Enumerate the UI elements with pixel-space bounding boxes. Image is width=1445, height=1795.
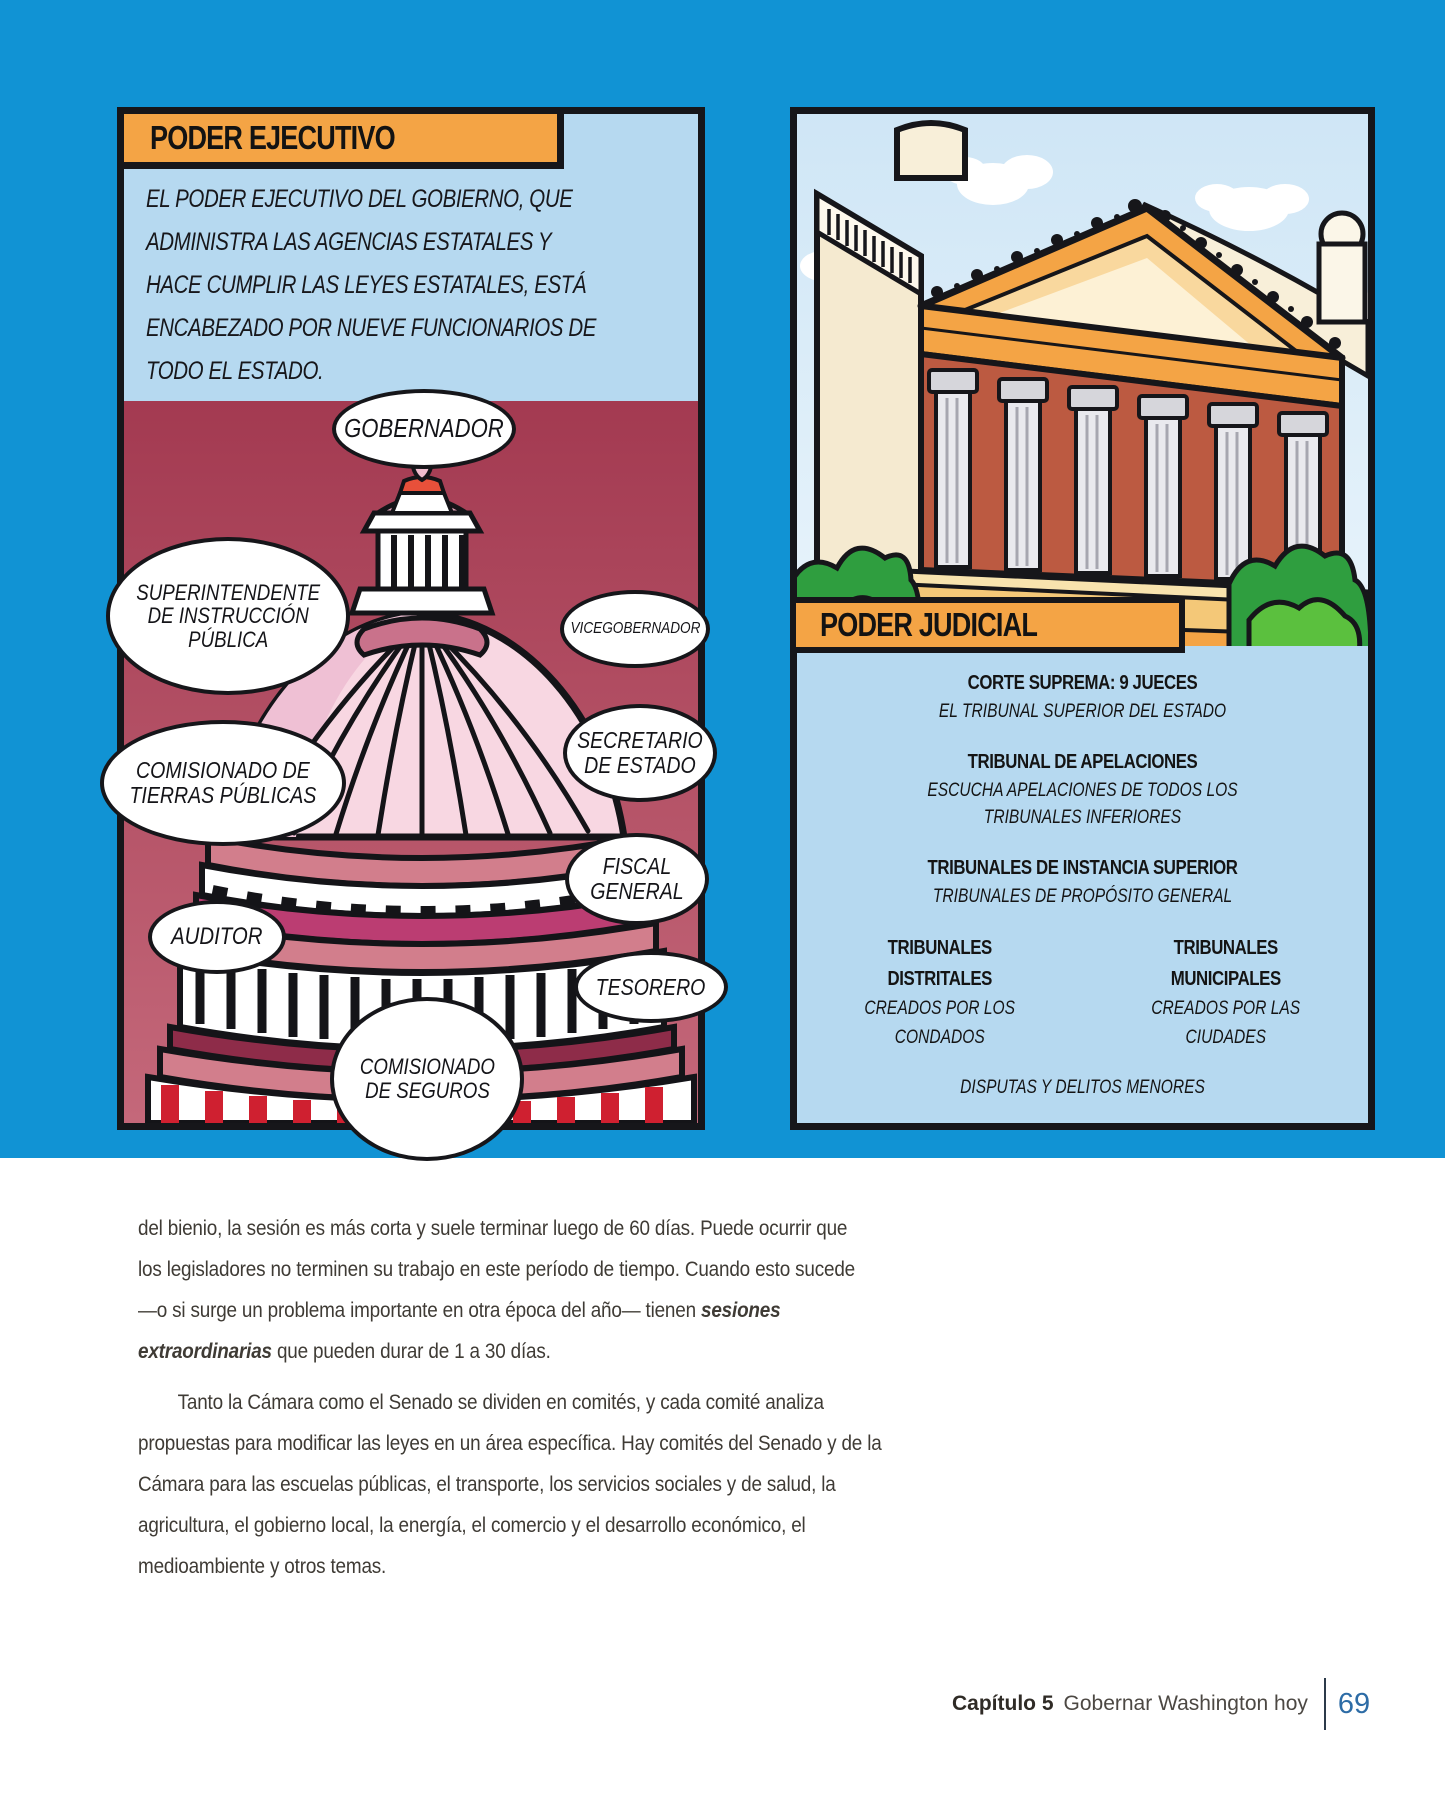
official-bubble-label: FISCAL GENERAL [590,853,684,904]
court-level-line: MUNICIPALES [1170,967,1281,990]
official-bubble-label: TESORERO [596,973,706,1000]
text-line: —o si surge un problema importante en otra época del año— tienen sesiones [138,1299,781,1322]
text-line: Cámara para las escuelas públicas, el transporte, los servicios sociales y de salud, la [138,1473,836,1496]
court-level-line: TRIBUNALES DE INSTANCIA SUPERIOR [927,856,1238,879]
chapter-label: Capítulo 5 [952,1692,1054,1715]
text-line: propuestas para modificar las leyes en un área específica. Hay comités del Senado y de la [138,1432,882,1455]
official-bubble-label: GOBERNADOR [344,413,504,444]
official-bubble-label: SECRETARIO DE ESTADO [577,727,703,778]
municipal-courts [1083,932,1369,1052]
court-level [797,1074,1368,1101]
court-level [797,668,1368,725]
court-level-line: DISTRITALES [887,967,992,990]
court-level-line: EL TRIBUNAL SUPERIOR DEL ESTADO [938,701,1227,722]
executive-intro-line: HACE CUMPLIR LAS LEYES ESTATALES, ESTÁ [146,271,587,299]
court-level-line: TRIBUNALES INFERIORES [983,807,1182,828]
court-level-line: TRIBUNALES DE PROPÓSITO GENERAL [932,886,1233,907]
official-bubble-comisionado-seguros [330,997,524,1161]
official-bubble-label: SUPERINTENDENTE DE INSTRUCCIÓN PÚBLICA [136,579,320,652]
executive-header-label: PODER EJECUTIVO [150,119,395,156]
official-bubble-tesorero [574,951,728,1023]
court-level-line: CREADOS POR LAS [1150,998,1300,1019]
text-line: agricultura, el gobierno local, la energía, el comercio y el desarrollo económico, el [138,1514,806,1537]
court-level-line: TRIBUNAL DE APELACIONES [967,750,1198,773]
court-level-line: TRIBUNALES [887,936,992,959]
court-level-line: CONDADOS [894,1027,985,1048]
official-bubble-gobernador [332,389,516,469]
text-line: medioambiente y otros temas. [138,1555,387,1578]
executive-header-tab [117,107,564,169]
executive-intro-line: ENCABEZADO POR NUEVE FUNCIONARIOS DE [146,314,596,342]
text-line: del bienio, la sesión es más corta y suele terminar luego de 60 días. Puede ocurrir que [138,1217,848,1240]
official-bubble-superintendente [106,537,350,695]
official-bubble-label: COMISIONADO DE TIERRAS PÚBLICAS [129,757,317,808]
official-bubble-vicegobernador [560,590,710,668]
official-bubble-comisionado-tierras [100,720,346,846]
court-level [797,747,1368,831]
text-line: Tanto la Cámara como el Senado se dividen en comités, y cada comité analiza [177,1391,824,1414]
court-level-line: CORTE SUPREMA: 9 JUECES [967,671,1198,694]
judicial-header-tab [790,597,1185,653]
official-bubble-label: VICEGOBERNADOR [570,620,700,638]
court-level-line: TRIBUNALES [1173,936,1278,959]
official-bubble-label: COMISIONADO DE SEGUROS [359,1054,495,1103]
official-bubble-secretario-estado [563,704,717,802]
executive-panel [117,107,705,1130]
executive-intro-line: EL PODER EJECUTIVO DEL GOBIERNO, QUE [146,185,573,213]
footer-title: Gobernar Washington hoy [1063,1692,1308,1715]
page-footer [952,1678,1370,1730]
district-courts [797,932,1083,1052]
paragraph [138,1382,964,1587]
judicial-panel [790,107,1375,1130]
court-level-line: DISPUTAS Y DELITOS MENORES [960,1077,1205,1098]
text-line: los legisladores no terminen su trabajo en este período de tiempo. Cuando esto sucede [138,1258,856,1281]
official-bubble-auditor [148,900,286,974]
judicial-content [797,646,1368,1123]
executive-intro-line: TODO EL ESTADO. [146,357,324,385]
court-columns [797,932,1368,1052]
executive-intro-line: ADMINISTRA LAS AGENCIAS ESTATALES Y [146,228,552,256]
judicial-header-label: PODER JUDICIAL [820,606,1038,643]
text-line: extraordinarias que pueden durar de 1 a 30 días. [138,1340,551,1363]
paragraph [138,1208,964,1372]
court-level-line: CREADOS POR LOS [864,998,1016,1019]
official-bubble-label: AUDITOR [171,923,263,951]
court-level-line: CIUDADES [1184,1027,1266,1048]
executive-intro-text [146,178,691,393]
body-text [138,1208,964,1597]
courthouse-illustration [797,114,1368,654]
court-level-line: ESCUCHA APELACIONES DE TODOS LOS [927,780,1238,801]
footer-divider [1324,1678,1326,1730]
official-bubble-fiscal-general [565,833,709,925]
court-hierarchy [797,646,1368,1101]
page-number: 69 [1337,1687,1371,1720]
court-level [797,853,1368,910]
